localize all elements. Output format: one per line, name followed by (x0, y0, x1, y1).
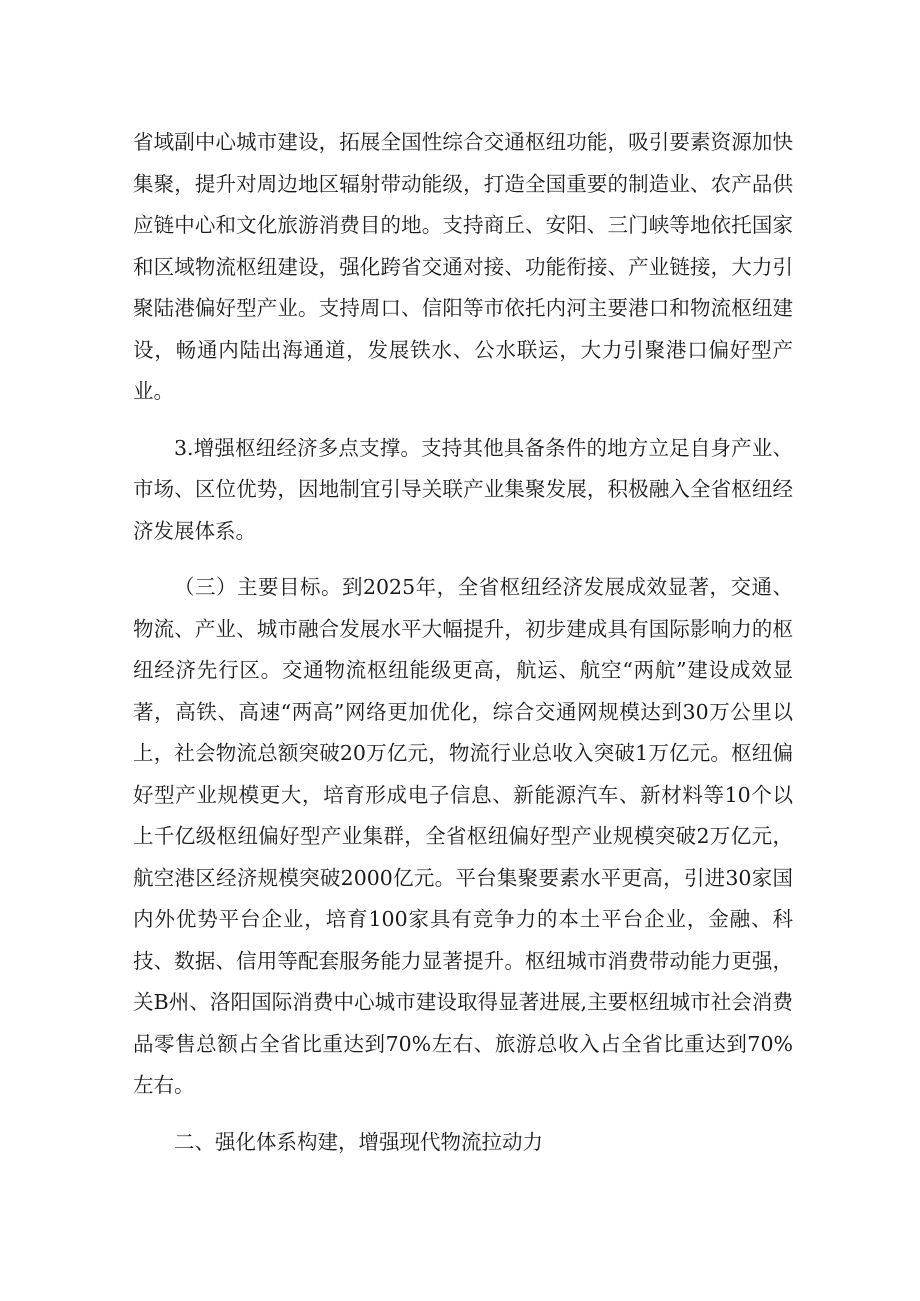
paragraph-item-3: 3.增强枢纽经济多点支撑。支持其他具备条件的地方立足自身产业、市场、区位优势，因地制宜引导关联产业集聚发展，积极融入全省枢纽经济发展体系。 (133, 435, 793, 543)
document-body (133, 122, 793, 1163)
section-heading: 二、强化体系构建，增强现代物流拉动力 (174, 1129, 543, 1154)
paragraph-continuation: 省域副中心城市建设，拓展全国性综合交通枢纽功能，吸引要素资源加快集聚，提升对周边地区辐射带动能级，打造全国重要的制造业、农产品供应链中心和文化旅游消费目的地。支持商丘、安阳、三门峡等地依托国家和区域物流枢纽建设，强化跨省交通对接、功能衔接、产业链接，大力引聚陆港偏好型产业。支持周口、信阳等市依托内河主要港口和物流枢纽建设，畅通内陆出海通道，发展铁水、公水联运，大力引聚港口偏好型产业。 (133, 130, 793, 403)
paragraph-main-goals: （三）主要目标。到2025年，全省枢纽经济发展成效显著，交通、物流、产业、城市融合发展水平大幅提升，初步建成具有国际影响力的枢纽经济先行区。交通物流枢纽能级更高，航运、航空“两航”建设成效显著，高铁、高速“两高”网络更加优化，综合交通网规模达到30万公里以上，社会物流总额突破20万亿元，物流行业总收入突破1万亿元。枢纽偏好型产业规模更大，培育形成电子信息、新能源汽车、新材料等10个以上千亿级枢纽偏好型产业集群，全省枢纽偏好型产业规模突破2万亿元，航空港区经济规模突破2000亿元。平台集聚要素水平更高，引进30家国内外优势平台企业，培育100家具有竞争力的本土平台企业，金融、科技、数据、信用等配套服务能力显著提升。枢纽城市消费带动能力更强，关B州、洛阳国际消费中心城市建设取得显著进展,主要枢纽城市社会消费品零售总额占全省比重达到70%左右、旅游总收入占全省比重达到70%左右。 (133, 575, 793, 1097)
